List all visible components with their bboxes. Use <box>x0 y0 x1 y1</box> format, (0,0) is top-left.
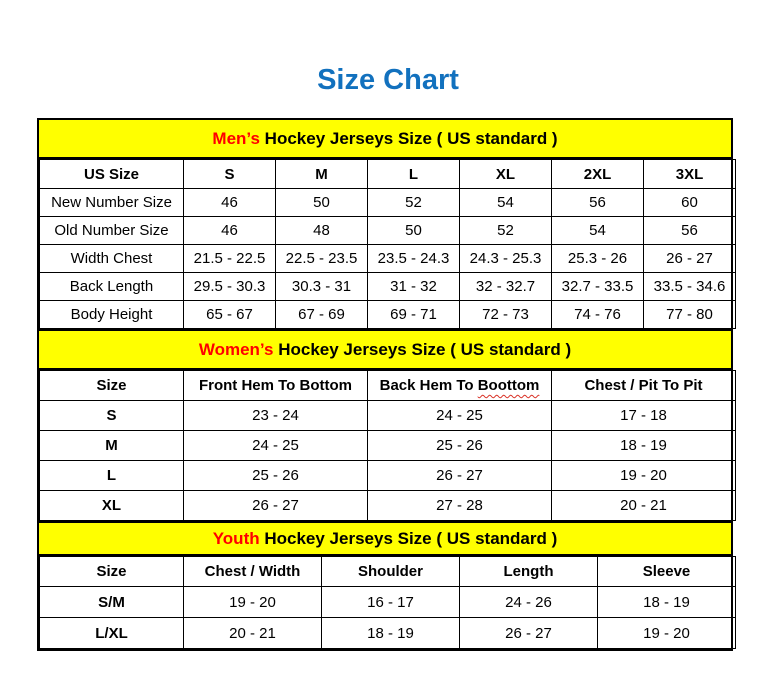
table-cell: 56 <box>644 217 736 245</box>
table-cell: 24 - 25 <box>184 431 368 461</box>
youth-band-text: Hockey Jerseys Size ( US standard ) <box>259 529 558 548</box>
youth-band-accent: Youth <box>212 529 260 548</box>
table-cell: 25 - 26 <box>368 431 552 461</box>
table-cell: 60 <box>644 189 736 217</box>
table-cell: 19 - 20 <box>598 618 736 649</box>
table-cell: 77 - 80 <box>644 301 736 329</box>
column-header: US Size <box>40 160 184 189</box>
table-row <box>40 217 736 245</box>
table-row <box>40 301 736 329</box>
mens-section-band <box>39 120 731 159</box>
youth-size-table <box>39 556 736 649</box>
table-cell: 16 - 17 <box>322 587 460 618</box>
table-cell: 65 - 67 <box>184 301 276 329</box>
row-label: XL <box>40 491 184 521</box>
mens-header-row <box>40 160 736 189</box>
row-label: S <box>40 401 184 431</box>
table-cell: 56 <box>552 189 644 217</box>
row-label: New Number Size <box>40 189 184 217</box>
table-row <box>40 401 736 431</box>
row-label: Back Length <box>40 273 184 301</box>
mens-band-text: Hockey Jerseys Size ( US standard ) <box>259 129 558 148</box>
column-header: Length <box>460 557 598 587</box>
row-label: S/M <box>40 587 184 618</box>
table-cell: 46 <box>184 217 276 245</box>
table-cell: 19 - 20 <box>184 587 322 618</box>
table-cell: 32 - 32.7 <box>460 273 552 301</box>
table-cell: 23 - 24 <box>184 401 368 431</box>
table-cell: 48 <box>276 217 368 245</box>
column-header: L <box>368 160 460 189</box>
womens-section-band <box>39 329 731 370</box>
column-header: 2XL <box>552 160 644 189</box>
table-cell: 50 <box>276 189 368 217</box>
table-cell: 29.5 - 30.3 <box>184 273 276 301</box>
table-row <box>40 273 736 301</box>
column-header: Sleeve <box>598 557 736 587</box>
womens-header-row <box>40 371 736 401</box>
table-cell: 20 - 21 <box>184 618 322 649</box>
page-title: Size Chart <box>317 64 459 96</box>
table-row <box>40 491 736 521</box>
row-label: Old Number Size <box>40 217 184 245</box>
column-header: Shoulder <box>322 557 460 587</box>
table-cell: 67 - 69 <box>276 301 368 329</box>
column-header: XL <box>460 160 552 189</box>
row-label: Body Height <box>40 301 184 329</box>
youth-header-row <box>40 557 736 587</box>
mens-size-table <box>39 159 736 329</box>
table-row <box>40 618 736 649</box>
column-header: Size <box>40 371 184 401</box>
womens-size-table <box>39 370 736 521</box>
womens-band-text: Hockey Jerseys Size ( US standard ) <box>273 340 572 359</box>
table-row <box>40 431 736 461</box>
table-row <box>40 587 736 618</box>
womens-band-accent: Women’s <box>198 340 274 359</box>
table-cell: 52 <box>368 189 460 217</box>
column-header: Chest / Width <box>184 557 322 587</box>
spellcheck-underlined-word: Boottom <box>477 377 540 394</box>
table-cell: 72 - 73 <box>460 301 552 329</box>
mens-band-accent: Men’s <box>212 129 260 148</box>
table-cell: 50 <box>368 217 460 245</box>
table-cell: 19 - 20 <box>552 461 736 491</box>
column-header: M <box>276 160 368 189</box>
table-cell: 18 - 19 <box>598 587 736 618</box>
table-cell: 30.3 - 31 <box>276 273 368 301</box>
table-cell: 24.3 - 25.3 <box>460 245 552 273</box>
table-cell: 20 - 21 <box>552 491 736 521</box>
youth-section-band <box>39 521 731 556</box>
table-cell: 22.5 - 23.5 <box>276 245 368 273</box>
row-label: L/XL <box>40 618 184 649</box>
table-row <box>40 189 736 217</box>
table-cell: 25.3 - 26 <box>552 245 644 273</box>
table-cell: 21.5 - 22.5 <box>184 245 276 273</box>
table-cell: 26 - 27 <box>644 245 736 273</box>
table-row <box>40 245 736 273</box>
table-cell: 54 <box>552 217 644 245</box>
table-cell: 25 - 26 <box>184 461 368 491</box>
row-label: L <box>40 461 184 491</box>
column-header: 3XL <box>644 160 736 189</box>
header-text: Back Hem To <box>379 377 478 394</box>
table-cell: 23.5 - 24.3 <box>368 245 460 273</box>
table-cell: 18 - 19 <box>322 618 460 649</box>
column-header: Front Hem To Bottom <box>184 371 368 401</box>
table-cell: 17 - 18 <box>552 401 736 431</box>
table-cell: 31 - 32 <box>368 273 460 301</box>
table-cell: 24 - 25 <box>368 401 552 431</box>
row-label: M <box>40 431 184 461</box>
column-header: S <box>184 160 276 189</box>
table-cell: 32.7 - 33.5 <box>552 273 644 301</box>
size-chart-container <box>37 118 733 651</box>
table-cell: 69 - 71 <box>368 301 460 329</box>
column-header: Size <box>40 557 184 587</box>
column-header: Chest / Pit To Pit <box>552 371 736 401</box>
table-cell: 24 - 26 <box>460 587 598 618</box>
column-header-misspelled <box>368 371 552 401</box>
table-cell: 27 - 28 <box>368 491 552 521</box>
table-cell: 74 - 76 <box>552 301 644 329</box>
table-cell: 26 - 27 <box>184 491 368 521</box>
table-cell: 33.5 - 34.6 <box>644 273 736 301</box>
table-cell: 26 - 27 <box>368 461 552 491</box>
table-cell: 18 - 19 <box>552 431 736 461</box>
table-cell: 54 <box>460 189 552 217</box>
table-row <box>40 461 736 491</box>
table-cell: 46 <box>184 189 276 217</box>
table-cell: 26 - 27 <box>460 618 598 649</box>
row-label: Width Chest <box>40 245 184 273</box>
table-cell: 52 <box>460 217 552 245</box>
